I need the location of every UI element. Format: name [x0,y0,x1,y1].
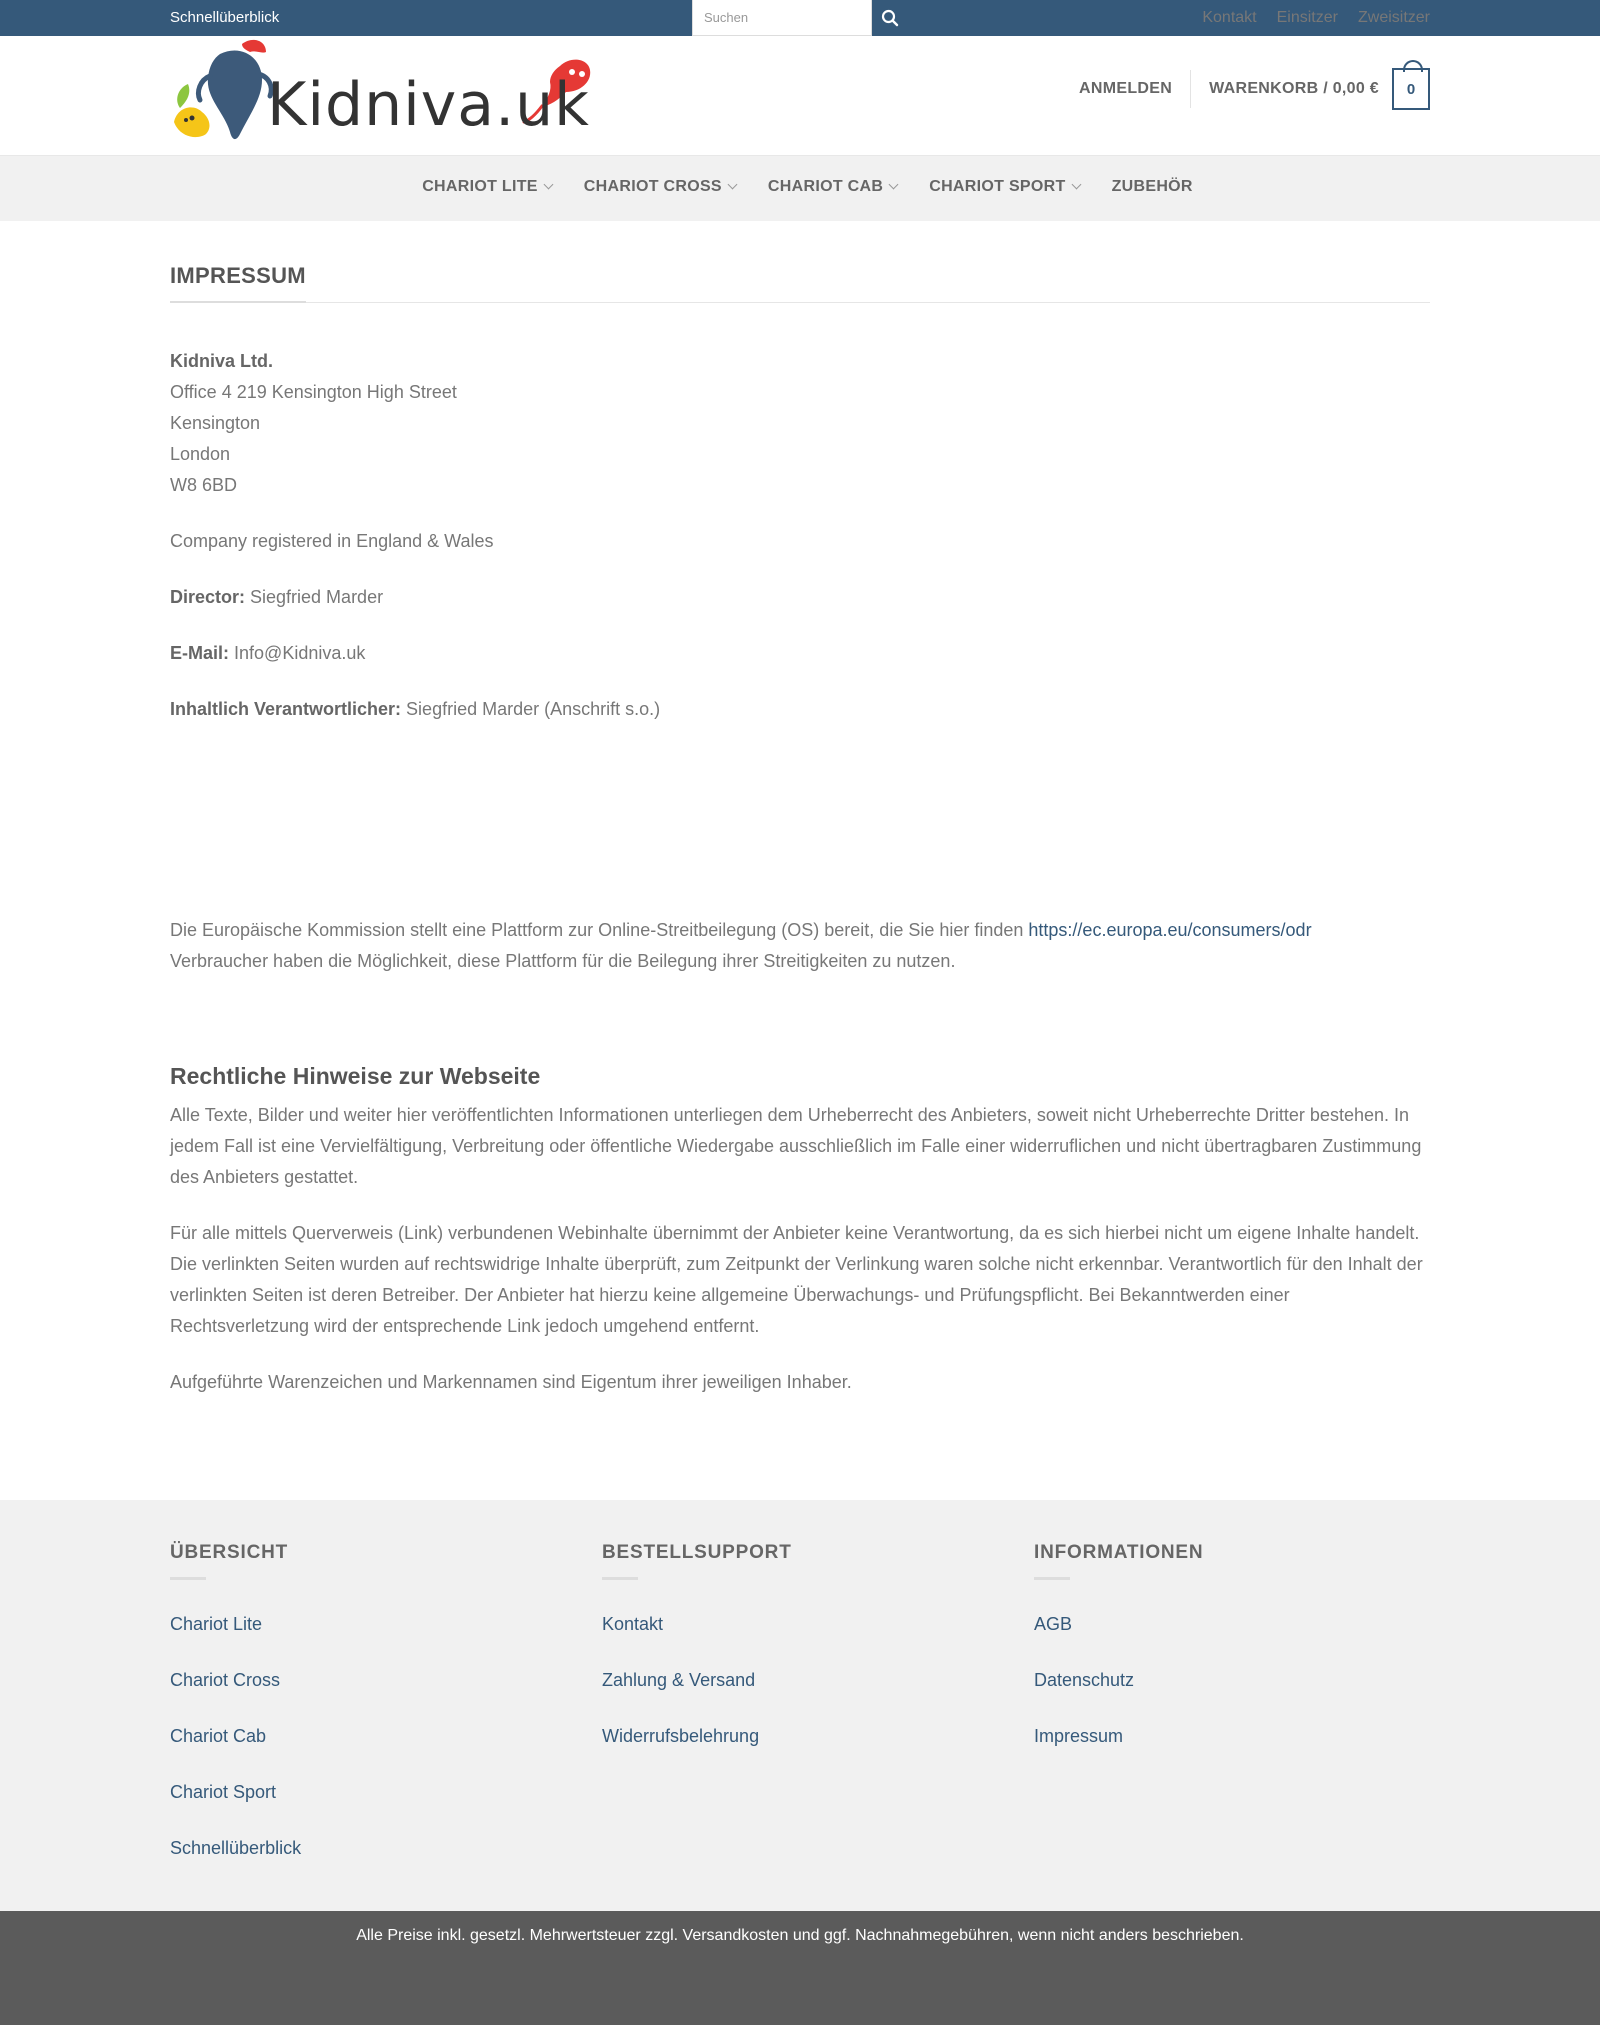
page-title: IMPRESSUM [170,263,306,303]
quick-overview-link[interactable]: Schnellüberblick [170,9,280,26]
director-label: Director: [170,587,246,607]
search-input[interactable]: Suchen [692,0,872,36]
footer-column-uebersicht [170,1542,301,1876]
site-logo[interactable] [170,36,610,148]
director-line [170,582,1430,613]
address-line: Kensington [170,413,261,433]
bottom-bar [0,1911,1600,2025]
os-text-2: Verbraucher haben die Möglichkeit, diese Plattform für die Beilegung ihrer Streitigkeiten zu nutzen. [170,951,956,971]
footer-heading: ÜBERSICHT [170,1542,289,1563]
chevron-down-icon [727,180,737,190]
responsible-line [170,694,1430,725]
login-link[interactable]: ANMELDEN [1079,80,1173,97]
registration-text: Company registered in England & Wales [170,531,494,551]
nav-item-label: CHARIOT CROSS [583,178,722,195]
search-icon [881,9,899,27]
top-bar [0,0,1600,36]
top-link-kontakt[interactable]: Kontakt [1202,9,1257,26]
address-line: Office 4 219 Kensington High Street [170,382,457,402]
chevron-down-icon [543,180,553,190]
company-address [170,346,1430,501]
site-footer [0,1500,1600,1911]
footer-link-chariot-sport[interactable]: Chariot Sport [170,1782,277,1802]
nav-item-chariot-cross[interactable] [584,178,736,196]
nav-item-chariot-lite[interactable] [422,178,552,196]
company-name: Kidniva Ltd. [170,351,273,371]
footer-link-chariot-cross[interactable]: Chariot Cross [170,1670,281,1690]
footer-link-schnellueberblick[interactable]: Schnellüberblick [170,1838,302,1858]
top-link-zweisitzer[interactable]: Zweisitzer [1357,9,1430,26]
footer-link-chariot-lite[interactable]: Chariot Lite [170,1614,263,1634]
director-value: Siegfried Marder [245,587,384,607]
footer-column-bestellsupport [602,1542,792,1764]
os-platform-text [170,915,1430,977]
responsible-value: Siegfried Marder (Anschrift s.o.) [401,699,661,719]
main-content [170,221,1430,1398]
title-divider [170,302,1430,303]
nav-item-zubehoer[interactable] [1112,178,1193,196]
chevron-down-icon [889,180,899,190]
address-line: London [170,444,231,464]
header-actions [1079,68,1430,110]
footer-link-chariot-cab[interactable]: Chariot Cab [170,1726,267,1746]
top-links [1202,9,1430,27]
logo-text: Kidniva.uk [267,70,590,140]
nav-item-label: CHARIOT SPORT [929,178,1066,195]
legal-paragraph-3: Aufgeführte Warenzeichen und Markennamen sind Eigentum ihrer jeweiligen Inhaber. [170,1372,852,1392]
cart-count-badge: 0 [1406,80,1416,98]
cart-bag-icon[interactable] [1392,68,1430,110]
legal-heading: Rechtliche Hinweise zur Webseite [170,1063,541,1089]
footer-heading-bar [1034,1577,1070,1580]
os-text: Die Europäische Kommission stellt eine Plattform zur Online-Streitbeilegung (OS) bereit, die Sie hier finden [170,920,1029,940]
search-button[interactable] [872,0,908,36]
footer-column-informationen [1034,1542,1203,1764]
nav-item-label: ZUBEHÖR [1111,178,1193,195]
main-nav [0,155,1600,221]
nav-item-chariot-cab[interactable] [768,178,897,196]
header-divider [1190,70,1191,108]
price-note: Alle Preise inkl. gesetzl. Mehrwertsteuer zzgl. Versandkosten und ggf. Nachnahmegebühren, wenn nicht anders beschrieben. [356,1927,1244,1944]
footer-heading-bar [170,1577,206,1580]
responsible-label: Inhaltlich Verantwortlicher: [170,699,402,719]
email-value: Info@Kidniva.uk [229,643,366,663]
chevron-down-icon [1071,180,1081,190]
nav-item-chariot-sport[interactable] [929,178,1079,196]
legal-paragraph-1: Alle Texte, Bilder und weiter hier veröffentlichten Informationen unterliegen dem Urheberrecht des Anbieters, soweit nicht Urheberrechte Dritter bestehen. In jedem Fall ist eine Vervielfältigung, Verbreitung oder öffentliche Wiedergabe ausschließlich im Falle einer widerruflichen und nicht übertragbaren Zustimmung des Anbieters gestattet. [170,1105,1422,1187]
footer-heading-bar [602,1577,638,1580]
address-line: W8 6BD [170,475,238,495]
nav-item-label: CHARIOT LITE [422,178,538,195]
footer-link-datenschutz[interactable]: Datenschutz [1034,1670,1135,1690]
legal-paragraph-2: Für alle mittels Querverweis (Link) verbundenen Webinhalte übernimmt der Anbieter keine Verantwortung, da es sich hierbei nicht um eigene Inhalte handelt. Die verlinkten Seiten wurden auf rechtswidrige Inhalte überprüft, zum Zeitpunkt der Verlinkung waren solche nicht erkennbar. Verantwortlich für den Inhalt der verlinkten Seiten ist deren Betreiber. Der Anbieter hat hierzu keine allgemeine Überwachungs- und Prüfungspflicht. Bei Bekanntwerden einer Rechtsverletzung wird der entsprechende Link jedoch umgehend entfernt. [170,1223,1423,1336]
os-link[interactable]: https://ec.europa.eu/consumers/odr [1028,920,1312,940]
footer-heading: INFORMATIONEN [1034,1542,1204,1563]
footer-heading: BESTELLSUPPORT [602,1542,792,1563]
nav-item-label: CHARIOT CAB [767,178,884,195]
top-link-einsitzer[interactable]: Einsitzer [1276,9,1338,26]
cart-link[interactable]: WARENKORB / 0,00 € [1209,80,1379,97]
footer-link-agb[interactable]: AGB [1034,1614,1073,1634]
email-line [170,638,1430,669]
email-label: E-Mail: [170,643,230,663]
footer-link-zahlung-versand[interactable]: Zahlung & Versand [602,1670,756,1690]
footer-link-widerrufsbelehrung[interactable]: Widerrufsbelehrung [602,1726,760,1746]
footer-link-impressum[interactable]: Impressum [1034,1726,1124,1746]
site-header [0,36,1600,156]
footer-link-kontakt[interactable]: Kontakt [602,1614,664,1634]
